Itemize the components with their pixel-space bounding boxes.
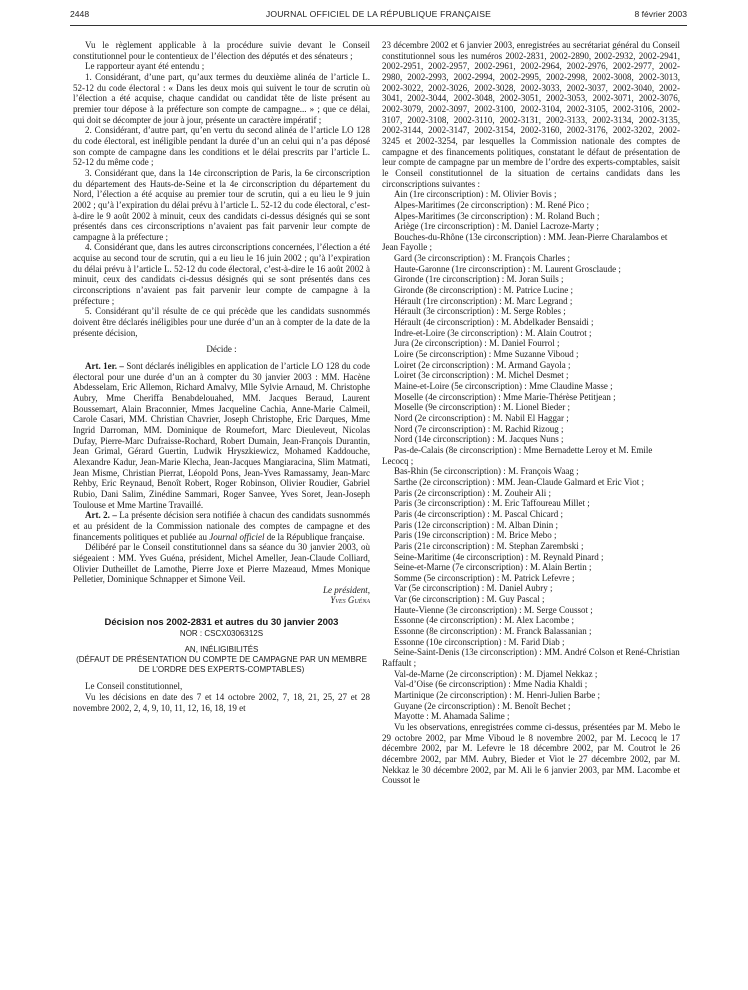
district-entry: Var (6e circonscription) : M. Guy Pascal ; [394,594,545,605]
paragraph: Vu les observations, enregistrées comme ci-dessus, présentées par M. Mebo le 29 octobre 2002, par Mme Viboud le 8 novembre 2002, par M. Lecocq le 17 décembre 2002, par M. Lefevre le 18 décembre 2002, par M. Coutrot le 26 décembre 2002, par MM. Aubry, Bieder et Viot le 27 décembre 2002, par M. Nekkaz le 30 décembre 2002, par M. Ali le 6 janvier 2003, par MM. Lacombe et Coussot le [382,722,680,786]
page-header [70,9,687,23]
article-1-label: Art. 1er. – [85,361,124,372]
publication-date: 8 février 2003 [634,9,687,19]
article-1-text: Sont déclarés inéligibles en application de l’article LO 128 du code électoral pour une durée d’un an à compter du 30 janvier 2003 : MM. Hacène Abdesselam, Eric Allemon, Richard Amalvy, Mlle Sylvie Arnaud, M. Christophe Aubry, Mme Cheriffa Benabdelouahed, MM. Jacques Beraud, Laurent Boussemart, Alain Braconnier, Mmes Jacqueline Cachia, Anne-Marie Calmeil, Carole Casari, MM. Christian Chavrier, Joseph Christophe, Eric Darques, Mme Ingrid Darroman, MM. Dominique de Roumefort, Marc Dieuleveut, Nicolas Dufay, Pierre-Marc Dufraisse-Rochard, Robert Dumain, Jean-François Durantin, Jean Grimal, Gérard Guertin, Ludwik Hryszkiewicz, Mohamed Kaddouche, Alexandre Kadur, Jean-Marie Klecha, Jean-Jacques Mangiaracina, Slim Matmati, Jean Misme, Christian Pierrat, Léopold Pons, Jean-Yves Ramassamy, Jean-Marc Rehby, Eric Reynaud, Benoît Robert, Roger Robinson, Olivier Roudier, Gabriel Rubio, Dani Salim, Zinédine Sammari, Roger Sanvee, Yves Soret, Jean-Joseph Toulouse et Mme Martine Travaillé. [73,361,371,510]
district-entry: Val-de-Marne (2e circonscription) : M. Djamel Nekkaz ; [394,668,598,679]
nor-reference: NOR : CSCX0306312S [179,628,264,638]
right-column [382,40,680,786]
district-entry: Martinique (2e circonscription) : M. Henri-Julien Barbe ; [394,690,600,701]
district-entry: Essonne (10e circonscription) : M. Farid Diab ; [394,636,565,647]
district-entry: Indre-et-Loire (3e circonscription) : M. Alain Coutrot ; [394,327,592,338]
district-entry: Ariège (1re circonscription) : M. Daniel Lacroze-Marty ; [394,221,599,232]
deliberation: Délibéré par le Conseil constitutionnel dans sa séance du 30 janvier 2003, où siégeaient : MM. Yves Guéna, président, Michel Ameller, Jean-Claude Colliard, Olivier Dutheillet de Lamothe, Pierre Joxe et Pierre Mazeaud, Mmes Monique Pelletier, Dominique Schnapper et Simone Veil. [73,542,370,585]
district-entry: Nord (7e circonscription) : M. Rachid Rizoug ; [394,423,564,434]
left-column [73,40,370,713]
district-entry: Gironde (1re circonscription) : M. Joran Suils ; [394,274,564,285]
district-entry: Somme (5e circonscription) : M. Patrick Lefevre ; [394,572,575,583]
district-entry: Gard (3e circonscription) : M. François Charles ; [394,253,570,264]
journal-title: JOURNAL OFFICIEL DE LA RÉPUBLIQUE FRANÇAISE [265,9,492,19]
district-entry: Loiret (2e circonscription) : M. Armand Gayola ; [394,359,571,370]
district-entry: Haute-Garonne (1re circonscription) : M. Laurent Grosclaude ; [394,263,621,274]
district-entry: Guyane (2e circonscription) : M. Benoît Bechet ; [394,700,571,711]
district-entry: Moselle (4e circonscription) : Mme Marie-Thérèse Petitjean ; [394,391,616,402]
paragraph: 1. Considérant, d’une part, qu’aux termes du deuxième alinéa de l’article L. 52-12 du code électoral : « Dans les deux mois qui suivent le tour de scrutin où l’élection a été acquise, chaque candidat ou candidat tête de liste présent au premier tour dépose à la préfecture son compte de campagne... » ; que ce délai, qui doit se décompter de jour à jour, présente un caractère impératif ; [73,71,370,125]
district-entry: Hérault (3e circonscription) : M. Serge Robles ; [394,306,566,317]
district-entry: Mayotte : M. Ahamada Salime ; [394,711,510,722]
district-entry: Var (5e circonscription) : M. Daniel Aubry ; [394,583,553,594]
district-list [382,189,680,722]
district-entry: Hérault (4e circonscription) : M. Abdelkader Bensaidi ; [394,317,594,328]
decision-title: Décision nos 2002-2831 et autres du 30 janvier 2003 [104,617,339,629]
district-entry: Ain (1re circonscription) : M. Olivier Bovis ; [394,189,557,200]
district-entry: Sarthe (2e circonscription) : MM. Jean-Claude Galmard et Eric Viot ; [394,476,644,487]
district-entry: Alpes-Maritimes (2e circonscription) : M. René Pico ; [394,199,589,210]
signature-name: Yves Guéna [330,595,370,606]
district-entry: Seine-Saint-Denis (13e circonscription) : MM. André Colson et René-Christian Raffault ; [382,647,680,669]
district-entry: Paris (2e circonscription) : M. Zouheir Ali ; [394,487,551,498]
district-entry: Seine-Maritime (4e circonscription) : M. Reynald Pinard ; [394,551,604,562]
district-entry: Alpes-Maritimes (3e circonscription) : M. Roland Buch ; [394,210,600,221]
district-entry: Paris (19e circonscription) : M. Brice Mebo ; [394,530,557,541]
district-entry: Essonne (8e circonscription) : M. Franck Balassanian ; [394,626,592,637]
paragraph: Vu les décisions en date des 7 et 14 octobre 2002, 7, 18, 21, 25, 27 et 28 novembre 2002, 2, 4, 9, 10, 11, 12, 16, 18, 19 et [73,692,370,713]
district-entry: Gironde (8e circonscription) : M. Patrice Lucine ; [394,285,573,296]
paragraph: 5. Considérant qu’il résulte de ce qui précède que les candidats susnommés doivent être déclarés inéligibles pour une durée d’un an à compter de la date de la présente décision, [73,306,370,338]
district-entry: Haute-Vienne (3e circonscription) : M. Serge Coussot ; [394,604,593,615]
district-entry: Paris (12e circonscription) : M. Alban Dinin ; [394,519,558,530]
district-entry: Essonne (4e circonscription) : M. Alex Lacombe ; [394,615,574,626]
district-entry: Loiret (3e circonscription) : M. Michel Desmet ; [394,370,569,381]
district-entry: Jura (2e circonscription) : M. Daniel Fourrol ; [394,338,560,349]
district-entry: Paris (3e circonscription) : M. Eric Taffoureau Millet ; [394,498,590,509]
article-2: Art. 2. – La présente décision sera notifiée à chacun des candidats susnommés et au président de la Commission nationale des comptes de campagne et des financements politiques et publiée au Journal officiel de la République française. [73,510,371,542]
paragraph: 3. Considérant que, dans la 14e circonscription de Paris, la 6e circonscription du département des Hauts-de-Seine et la 4e circonscription du département du Nord, l’élection a été acquise au premier tour de scrutin, qui a eu lieu le 9 juin 2002 ; qu’à l’expiration du délai prévu à l’article L. 52-12 du code électoral, c’est-à-dire le 9 août 2002 à minuit, ceux des candidats ci-dessus désignés qui se sont présentés dans ces circonscriptions n’avaient pas fait parvenir leur compte de campagne à la préfecture ; [73,167,370,242]
district-entry: Pas-de-Calais (8e circonscription) : Mme Bernadette Leroy et M. Emile Lecocq ; [382,444,653,466]
paragraph: Vu le règlement applicable à la procédure suivie devant le Conseil constitutionnel pour le contentieux de l’élection des députés et des sénateurs ; [73,40,370,61]
paragraph: 4. Considérant que, dans les autres circonscriptions concernées, l’élection a été acquise au second tour de scrutin, qui a eu lieu le 16 juin 2002 ; qu’à l’expiration du délai prévu à l’article L. 52-12 du code électoral, c’est-à-dire le 16 août 2002 à minuit, ceux des candidats ci-dessus désignés qui se sont présentés dans ces circonscriptions n’avaient pas fait parvenir leur compte de campagne à la préfecture ; [73,242,370,306]
district-entry: Nord (2e circonscription) : M. Nabil El Haggar ; [394,412,569,423]
district-entry: Moselle (9e circonscription) : M. Lionel Bieder ; [394,402,570,413]
district-entry: Paris (21e circonscription) : M. Stephan Zarembski ; [394,540,584,551]
district-entry: Nord (14e circonscription) : M. Jacques Nuns ; [394,434,564,445]
district-entry: Bas-Rhin (5e circonscription) : M. François Waag ; [394,466,579,477]
paragraph: Le rapporteur ayant été entendu ; [85,61,205,72]
paragraph: 23 décembre 2002 et 6 janvier 2003, enregistrées au secrétariat général du Conseil constitutionnel sous les numéros 2002-2831, 2002-2890, 2002-2932, 2002-2941, 2002-2951, 2002-2957, 2002-2961, 2002-2964, 2002-2976, 2002-2977, 2002-2980, 2002-2993, 2002-2994, 2002-2995, 2002-2998, 2002-3008, 2002-3013, 2002-3022, 2002-3026, 2002-3028, 2002-3033, 2002-3037, 2002-3040, 2002-3041, 2002-3044, 2002-3048, 2002-3051, 2002-3053, 2002-3071, 2002-3076, 2002-3079, 2002-3097, 2002-3100, 2002-3104, 2002-3105, 2002-3106, 2002-3107, 2002-3108, 2002-3110, 2002-3131, 2002-3133, 2002-3134, 2002-3135, 2002-3144, 2002-3147, 2002-3154, 2002-3160, 2002-3176, 2002-3202, 2002-3245 et 2002-3254, par lesquelles la Commission nationale des comptes de campagne et des financements politiques, constatant le défaut de présentation de leur compte de campagne par un membre de l’ordre des experts-comptables, saisit le Conseil constitutionnel de la situation de certains candidats dans les circonscriptions suivantes : [382,40,680,189]
paragraph: 2. Considérant, d’autre part, qu’en vertu du second alinéa de l’article LO 128 du code électoral, est inéligible pendant la durée d’un an celui qui n’a pas déposé son compte de campagne dans les conditions et le délai prescrits par l’article L. 52-12 du même code ; [73,125,370,168]
page-number: 2448 [70,9,90,19]
decide-label: Décide : [206,344,237,355]
subject-heading: AN, INÉLIGIBILITÉS [184,645,259,655]
district-entry: Hérault (1re circonscription) : M. Marc Legrand ; [394,295,573,306]
journal-reference: Journal officiel [209,531,265,542]
article-2-label: Art. 2. – [85,510,117,521]
district-entry: Bouches-du-Rhône (13e circonscription) : MM. Jean-Pierre Charalambos et Jean Fayolle ; [382,231,668,253]
district-entry: Seine-et-Marne (7e circonscription) : M. Alain Bertin ; [394,562,592,573]
header-rule [70,25,687,26]
district-entry: Paris (4e circonscription) : M. Pascal Chicard ; [394,508,563,519]
paragraph: Le Conseil constitutionnel, [85,681,183,692]
district-entry: Val-d’Oise (6e circonscription) : Mme Nadia Khaldi ; [394,679,588,690]
subject-detail: (DÉFAUT DE PRÉSENTATION DU COMPTE DE CAMPAGNE PAR UN MEMBRE DE L’ORDRE DES EXPERTS-COMPTABLES) [76,655,367,675]
signature-role: Le président, [323,584,370,595]
district-entry: Maine-et-Loire (5e circonscription) : Mme Claudine Masse ; [394,381,613,391]
district-entry: Loire (5e circonscription) : Mme Suzanne Viboud ; [394,349,579,360]
article-1 [73,361,370,510]
